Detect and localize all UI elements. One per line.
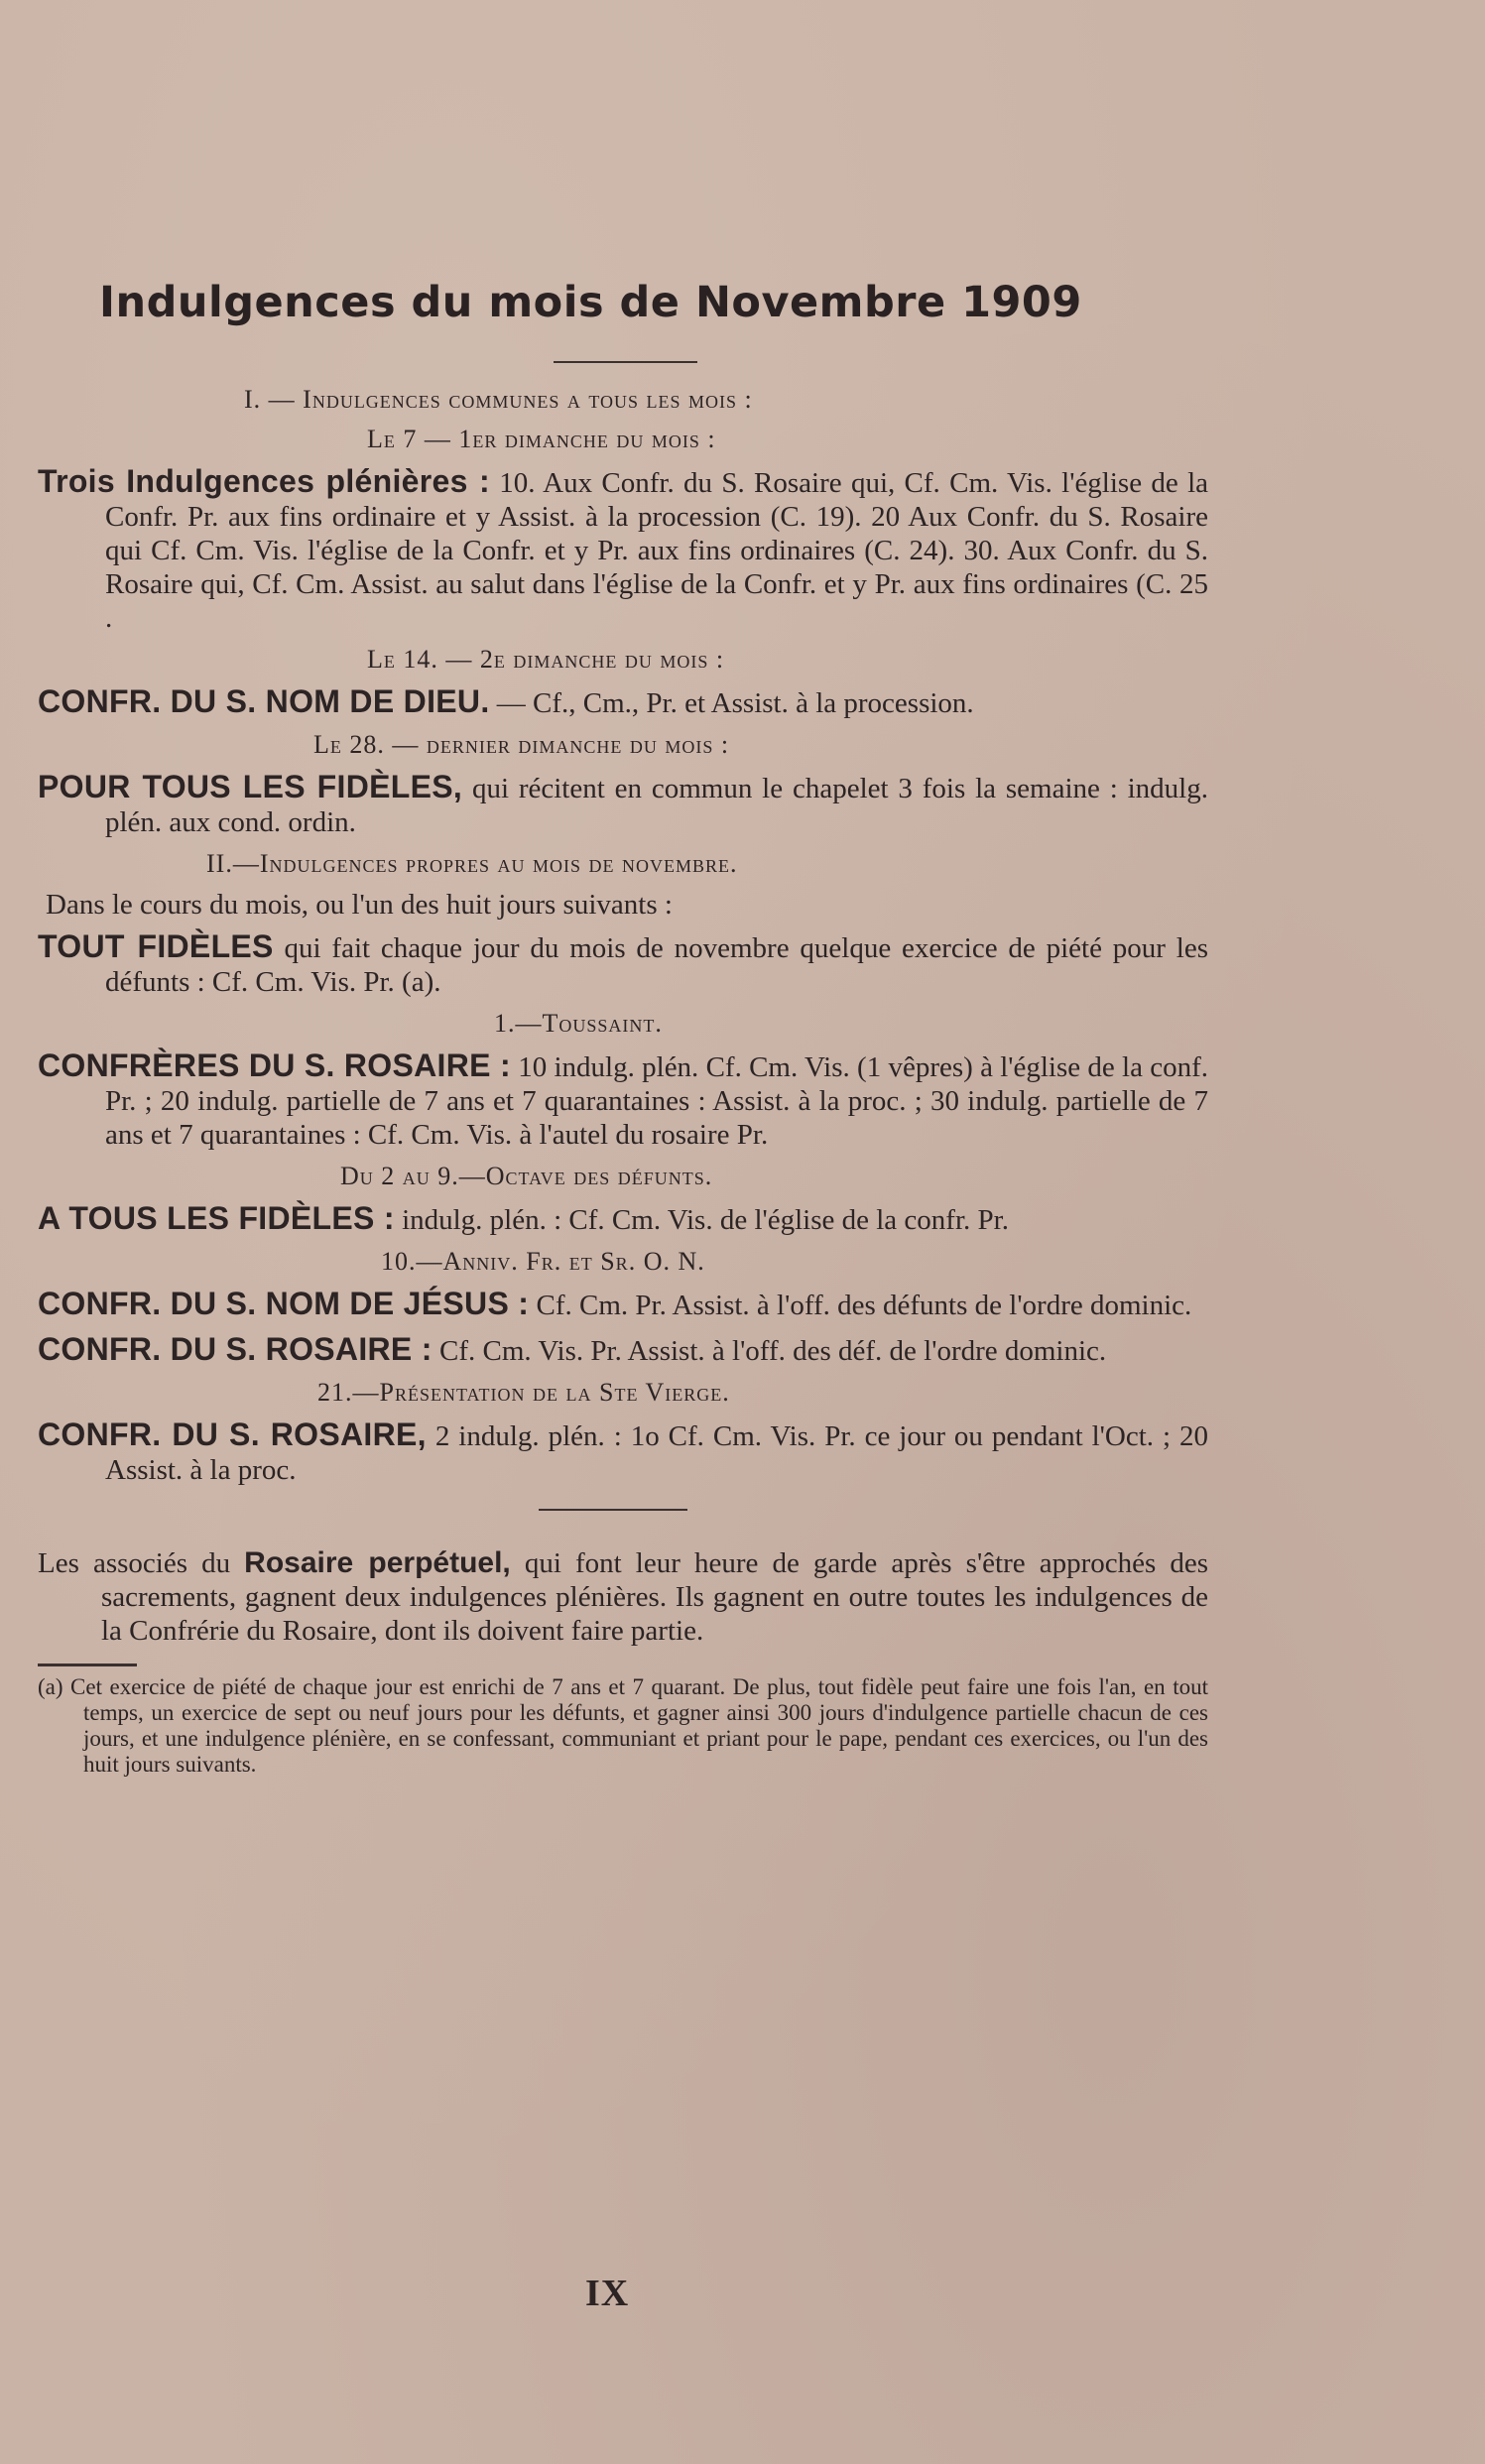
entry-trois-indulgences xyxy=(38,464,1208,635)
section1-heading: I. — Indulgences communes a tous les mois : xyxy=(244,385,753,414)
entry5-lead: CONFRÈRES DU S. ROSAIRE : xyxy=(38,1047,511,1083)
entry2-text: — Cf., Cm., Pr. et Assist. à la procession. xyxy=(496,687,974,719)
day2-heading: Le 14. — 2e dimanche du mois : xyxy=(367,645,725,674)
octave-heading: Du 2 au 9.—Octave des défunts. xyxy=(340,1162,713,1190)
entry6-lead: A TOUS LES FIDÈLES : xyxy=(38,1200,395,1236)
entry9-text: 2 indulg. plén. : 1o Cf. Cm. Vis. Pr. ce jour ou pendant l'Oct. ; 20 Assist. à la proc. xyxy=(105,1420,1208,1486)
entry-nom-de-jesus xyxy=(38,1287,1208,1322)
entry-tous-les-fideles xyxy=(38,770,1208,839)
entry8-lead: CONFR. DU S. ROSAIRE : xyxy=(38,1331,433,1367)
entry2-lead: CONFR. DU S. NOM DE DIEU. xyxy=(38,683,490,719)
entry-nom-de-dieu xyxy=(38,684,1208,720)
page-number: IX xyxy=(585,2273,630,2314)
footnote-divider xyxy=(38,1663,137,1666)
entry-rosaire-presentation xyxy=(38,1417,1208,1487)
entry1-text: 10. Aux Confr. du S. Rosaire qui, Cf. Cm. Vis. l'église de la Confr. Pr. aux fins ordinaire et y Assist. à la procession (C. 19). 20 Aux Confr. du S. Rosaire qui Cf. Cm. Vis. l'église de la Confr. et y Pr. aux fins ordinaires (C. 24). 30. Aux Confr. du S. Rosaire qui, Cf. Cm. Assist. au salut dans l'église de la Confr. et y Pr. aux fins ordinaires (C. 25 . xyxy=(105,467,1209,634)
entry-tout-fideles xyxy=(38,929,1208,999)
entry6-text: indulg. plén. : Cf. Cm. Vis. de l'église de la confr. Pr. xyxy=(402,1204,1009,1236)
entry7-text: Cf. Cm. Pr. Assist. à l'off. des défunts de l'ordre dominic. xyxy=(536,1290,1192,1321)
toussaint-heading: 1.—Toussaint. xyxy=(494,1009,663,1038)
section2-heading: II.—Indulgences propres au mois de novembre. xyxy=(206,849,738,878)
page-title: Indulgences du mois de Novembre 1909 xyxy=(99,278,1082,327)
entry3-lead: POUR TOUS LES FIDÈLES, xyxy=(38,769,463,804)
assoc-lead: Rosaire perpétuel, xyxy=(244,1546,511,1579)
intro-text: Dans le cours du mois, ou l'un des huit jours suivants : xyxy=(46,889,673,921)
day1-heading: Le 7 — 1er dimanche du mois : xyxy=(367,425,716,453)
page-content xyxy=(38,278,1208,1778)
entry5-text: 10 indulg. plén. Cf. Cm. Vis. (1 vêpres) à l'église de la conf. Pr. ; 20 indulg. partielle de 7 ans et 7 quarantaines : Assist. à la proc. ; 30 indulg. partielle de 7 ans et 7 quarantaines : Cf. Cm. Vis. à l'autel du rosaire Pr. xyxy=(105,1051,1209,1151)
day3-heading: Le 28. — dernier dimanche du mois : xyxy=(313,730,730,759)
entry8-text: Cf. Cm. Vis. Pr. Assist. à l'off. des déf. de l'ordre dominic. xyxy=(438,1335,1107,1367)
anniv-heading: 10.—Anniv. Fr. et Sr. O. N. xyxy=(381,1247,705,1276)
presentation-heading: 21.—Présentation de la Ste Vierge. xyxy=(317,1378,730,1407)
entry9-lead: CONFR. DU S. ROSAIRE, xyxy=(38,1417,427,1452)
entry4-text: qui fait chaque jour du mois de novembre quelque exercice de piété pour les défunts : Cf. Cm. Vis. Pr. (a). xyxy=(105,932,1209,998)
entry7-lead: CONFR. DU S. NOM DE JÉSUS : xyxy=(38,1286,530,1321)
entry-a-tous-fideles xyxy=(38,1201,1208,1237)
section-divider xyxy=(539,1509,687,1511)
title-divider xyxy=(554,361,697,363)
assoc-pre: Les associés du xyxy=(38,1547,231,1579)
assoc-text: qui font leur heure de garde après s'être approchés des sacrements, gagnent deux indulgences plénières. Ils gagnent en outre toutes les indulgences de la Confrérie du Rosaire, dont ils doivent faire partie. xyxy=(101,1547,1209,1647)
entry1-lead: Trois Indulgences plénières : xyxy=(38,463,490,499)
entry-rosaire-anniv xyxy=(38,1332,1208,1368)
entry4-lead: TOUT FIDÈLES xyxy=(38,928,274,964)
associates-paragraph xyxy=(38,1546,1208,1648)
entry3-text: qui récitent en commun le chapelet 3 fois la semaine : indulg. plén. aux cond. ordin. xyxy=(105,773,1208,838)
footnote: (a) Cet exercice de piété de chaque jour est enrichi de 7 ans et 7 quarant. De plus, tout fidèle peut faire une fois l'an, en tout temps, un exercice de sept ou neuf jours pour les défunts, et gagner ainsi 300 jours d'indulgence partielle chacun de ces jours, et une indulgence plénière, en se confessant, communiant et priant pour le pape, pendant ces exercices, ou l'un des huit jours suivants. xyxy=(38,1674,1208,1777)
entry-confreres-rosaire xyxy=(38,1048,1208,1152)
